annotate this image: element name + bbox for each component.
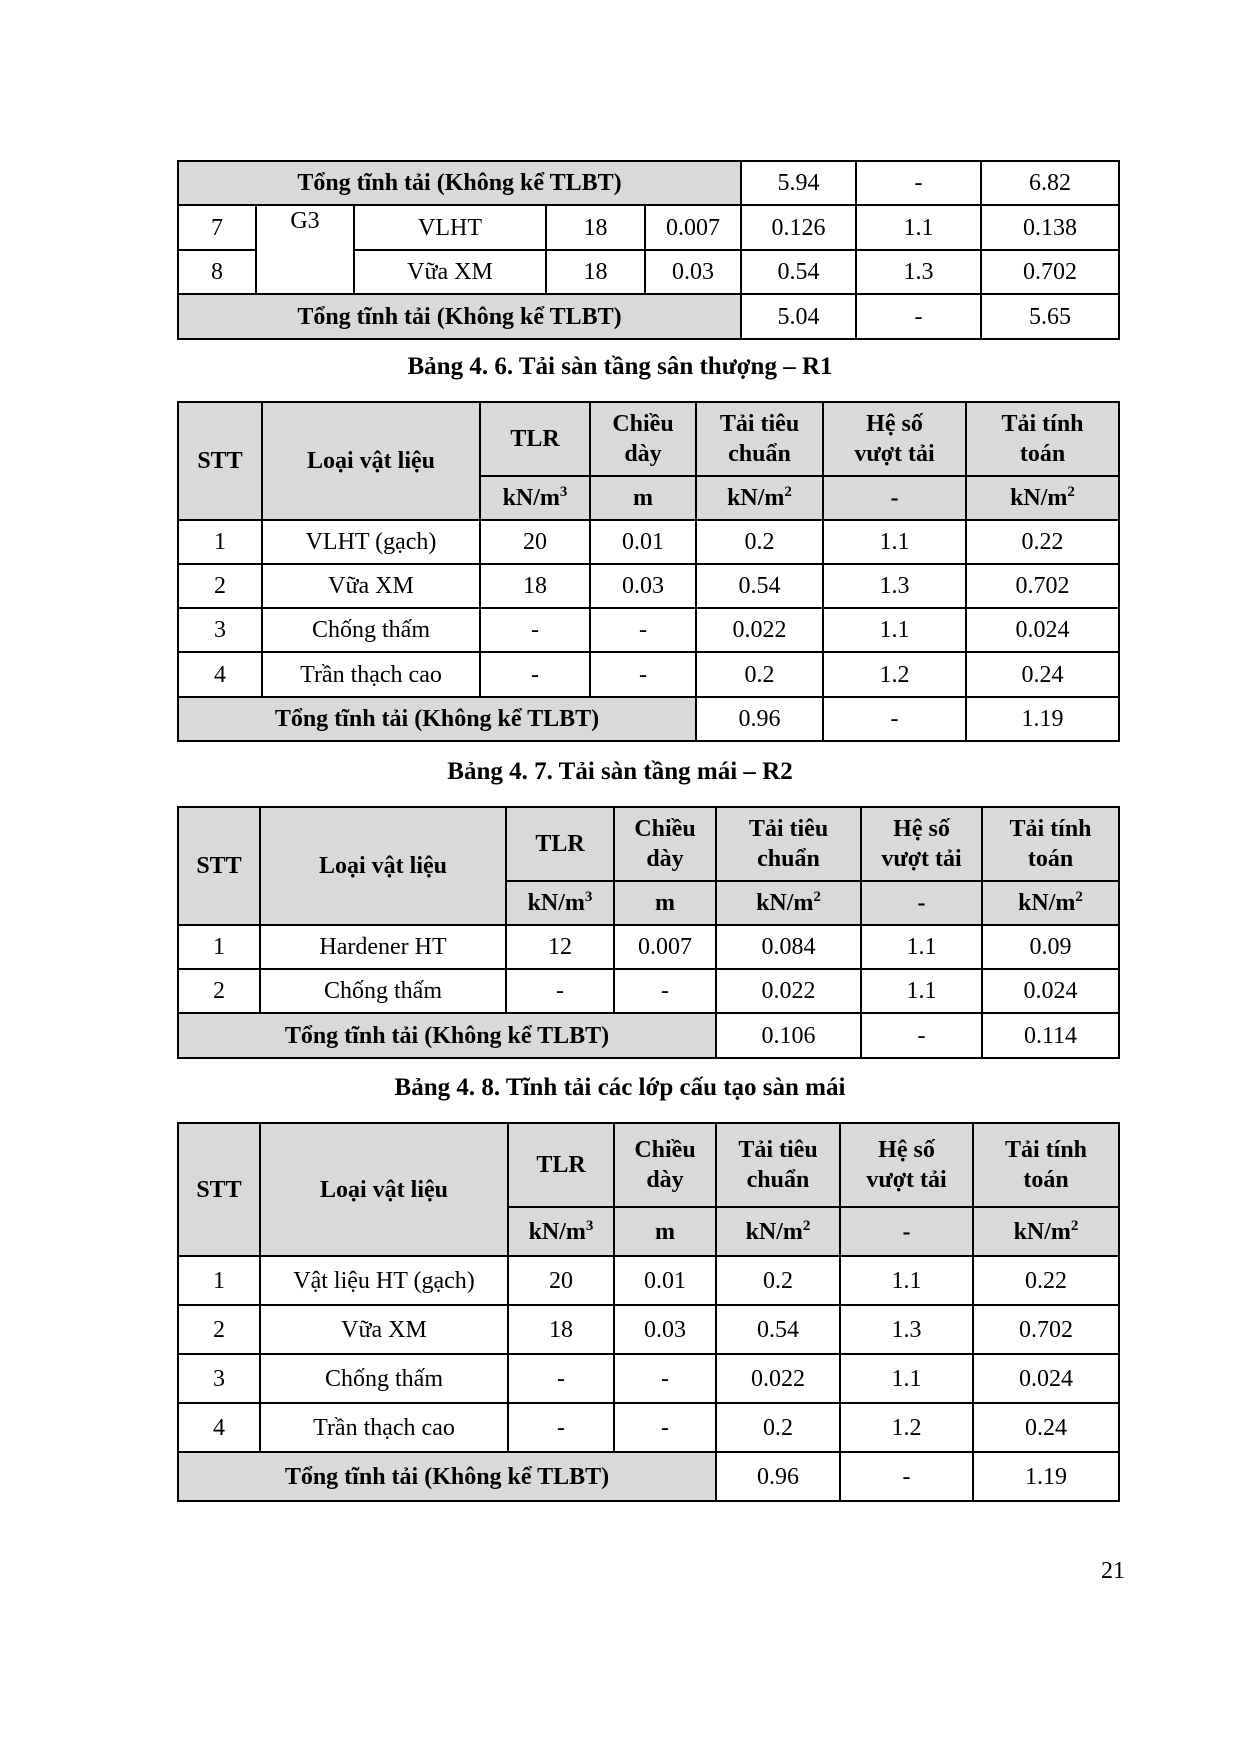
total-row	[178, 1013, 1119, 1058]
design-load-cell: 0.702	[966, 564, 1119, 608]
thickness-unit: m	[590, 476, 696, 520]
design-load-cell: 5.65	[981, 294, 1119, 339]
standard-load-header: Tải tiêu chuẩn	[716, 807, 861, 881]
header-row	[178, 1123, 1119, 1207]
material-cell: Chống thấm	[260, 969, 506, 1013]
unit-weight-cell: 18	[546, 205, 645, 250]
stt-cell: 2	[178, 969, 260, 1013]
standard-load-cell: 0.022	[696, 608, 823, 652]
table-caption: Bảng 4. 8. Tĩnh tải các lớp cấu tạo sàn mái	[394, 1074, 846, 1101]
standard-load-cell: 0.2	[716, 1256, 840, 1305]
thickness-cell: 0.03	[590, 564, 696, 608]
page-number: 21	[1101, 1558, 1125, 1584]
standard-load-cell: 0.084	[716, 925, 861, 969]
unit-weight-unit: $kN/m^3$	[508, 1207, 614, 1256]
table-row	[178, 564, 1119, 608]
design-load-cell: 0.114	[982, 1013, 1119, 1058]
design-load-cell: 0.24	[966, 652, 1119, 697]
load-factor-unit: -	[840, 1207, 973, 1256]
thickness-header: Chiều dày	[614, 1123, 716, 1207]
table-row	[178, 608, 1119, 652]
unit-weight-cell: -	[508, 1354, 614, 1403]
design-load-cell: 0.138	[981, 205, 1119, 250]
table-row	[178, 652, 1119, 697]
design-load-cell: 0.024	[982, 969, 1119, 1013]
standard-load-cell: 0.96	[696, 697, 823, 741]
load-factor-cell: 1.1	[823, 520, 966, 564]
load-table-r1	[177, 401, 1120, 742]
stt-cell: 1	[178, 925, 260, 969]
standard-load-unit: $kN/m^2$	[696, 476, 823, 520]
table-row	[178, 520, 1119, 564]
standard-load-unit: $kN/m^2$	[716, 881, 861, 925]
material-cell: Trần thạch cao	[260, 1403, 508, 1452]
material-cell: Vữa XM	[262, 564, 480, 608]
unit-weight-unit: $kN/m^3$	[480, 476, 590, 520]
load-factor-cell: -	[856, 161, 981, 205]
table-row	[178, 925, 1119, 969]
standard-load-cell: 0.54	[716, 1305, 840, 1354]
material-cell: Trần thạch cao	[262, 652, 480, 697]
total-row	[178, 697, 1119, 741]
stt-cell: 7	[178, 205, 256, 250]
standard-load-cell: 0.2	[696, 652, 823, 697]
load-factor-cell: 1.3	[823, 564, 966, 608]
standard-load-cell: 0.022	[716, 1354, 840, 1403]
thickness-cell: -	[614, 1403, 716, 1452]
unit-weight-cell: 12	[506, 925, 614, 969]
thickness-cell: 0.007	[645, 205, 741, 250]
load-factor-cell: 1.1	[823, 608, 966, 652]
design-load-cell: 6.82	[981, 161, 1119, 205]
table-caption: Bảng 4. 6. Tải sàn tầng sân thượng – R1	[407, 353, 833, 380]
design-load-cell: 0.702	[973, 1305, 1119, 1354]
thickness-cell: -	[614, 1354, 716, 1403]
unit-weight-cell: -	[480, 652, 590, 697]
total-label: Tổng tĩnh tải (Không kể TLBT)	[178, 161, 741, 205]
design-load-cell: 0.22	[966, 520, 1119, 564]
thickness-cell: -	[614, 969, 716, 1013]
total-row	[178, 161, 1119, 205]
unit-weight-cell: 20	[508, 1256, 614, 1305]
stt-cell: 2	[178, 564, 262, 608]
table-caption: Bảng 4. 7. Tải sàn tầng mái – R2	[447, 758, 793, 785]
design-load-unit: $kN/m^2$	[966, 476, 1119, 520]
thickness-cell: 0.03	[645, 250, 741, 294]
total-label: Tổng tĩnh tải (Không kể TLBT)	[178, 1452, 716, 1501]
load-factor-cell: 1.1	[840, 1354, 973, 1403]
unit-weight-cell: 20	[480, 520, 590, 564]
standard-load-cell: 0.96	[716, 1452, 840, 1501]
thickness-cell: 0.03	[614, 1305, 716, 1354]
stt-header: STT	[178, 1123, 260, 1256]
total-label: Tổng tĩnh tải (Không kể TLBT)	[178, 1013, 716, 1058]
stt-cell: 8	[178, 250, 256, 294]
design-load-header: Tải tính toán	[982, 807, 1119, 881]
stt-cell: 3	[178, 608, 262, 652]
load-factor-cell: 1.2	[823, 652, 966, 697]
material-cell: VLHT (gạch)	[262, 520, 480, 564]
standard-load-header: Tải tiêu chuẩn	[696, 402, 823, 476]
design-load-cell: 0.24	[973, 1403, 1119, 1452]
stt-cell: 4	[178, 652, 262, 697]
load-factor-cell: -	[840, 1452, 973, 1501]
design-load-unit: $kN/m^2$	[982, 881, 1119, 925]
thickness-cell: 0.007	[614, 925, 716, 969]
unit-weight-cell: -	[508, 1403, 614, 1452]
load-table-r2	[177, 806, 1120, 1059]
standard-load-cell: 0.106	[716, 1013, 861, 1058]
load-factor-header: Hệ số vượt tải	[840, 1123, 973, 1207]
load-factor-cell: -	[856, 294, 981, 339]
stt-header: STT	[178, 402, 262, 520]
stt-header: STT	[178, 807, 260, 925]
table-row	[178, 1305, 1119, 1354]
material-cell: Chống thấm	[260, 1354, 508, 1403]
unit-weight-cell: 18	[546, 250, 645, 294]
thickness-header: Chiều dày	[590, 402, 696, 476]
table-row	[178, 969, 1119, 1013]
load-factor-cell: 1.1	[840, 1256, 973, 1305]
load-factor-cell: 1.1	[856, 205, 981, 250]
standard-load-cell: 5.94	[741, 161, 856, 205]
stt-cell: 3	[178, 1354, 260, 1403]
total-row	[178, 294, 1119, 339]
total-row	[178, 1452, 1119, 1501]
material-header: Loại vật liệu	[260, 1123, 508, 1256]
total-label: Tổng tĩnh tải (Không kể TLBT)	[178, 697, 696, 741]
material-header: Loại vật liệu	[260, 807, 506, 925]
standard-load-cell: 0.54	[741, 250, 856, 294]
material-header: Loại vật liệu	[262, 402, 480, 520]
load-factor-header: Hệ số vượt tải	[861, 807, 982, 881]
load-factor-cell: 1.3	[840, 1305, 973, 1354]
standard-load-cell: 0.2	[716, 1403, 840, 1452]
design-load-cell: 0.702	[981, 250, 1119, 294]
load-factor-cell: -	[861, 1013, 982, 1058]
material-cell: Chống thấm	[262, 608, 480, 652]
table-row	[178, 1354, 1119, 1403]
standard-load-cell: 0.022	[716, 969, 861, 1013]
thickness-cell: -	[590, 608, 696, 652]
table-row	[178, 1256, 1119, 1305]
design-load-cell: 1.19	[966, 697, 1119, 741]
thickness-header: Chiều dày	[614, 807, 716, 881]
thickness-cell: -	[590, 652, 696, 697]
stt-cell: 1	[178, 1256, 260, 1305]
design-load-cell: 1.19	[973, 1452, 1119, 1501]
stt-cell: 4	[178, 1403, 260, 1452]
standard-load-unit: $kN/m^2$	[716, 1207, 840, 1256]
unit-weight-cell: 18	[508, 1305, 614, 1354]
design-load-cell: 0.024	[973, 1354, 1119, 1403]
table-row	[178, 1403, 1119, 1452]
material-cell: Vật liệu HT (gạch)	[260, 1256, 508, 1305]
load-factor-unit: -	[823, 476, 966, 520]
load-factor-cell: 1.2	[840, 1403, 973, 1452]
total-label: Tổng tĩnh tải (Không kể TLBT)	[178, 294, 741, 339]
load-factor-cell: -	[823, 697, 966, 741]
roof-layers-table	[177, 1122, 1120, 1502]
design-load-header: Tải tính toán	[973, 1123, 1119, 1207]
load-factor-unit: -	[861, 881, 982, 925]
unit-weight-header: TLR	[480, 402, 590, 476]
design-load-cell: 0.22	[973, 1256, 1119, 1305]
header-row	[178, 402, 1119, 476]
unit-weight-cell: 18	[480, 564, 590, 608]
thickness-cell: 0.01	[614, 1256, 716, 1305]
load-factor-cell: 1.3	[856, 250, 981, 294]
standard-load-cell: 0.126	[741, 205, 856, 250]
load-factor-cell: 1.1	[861, 969, 982, 1013]
thickness-cell: 0.01	[590, 520, 696, 564]
unit-weight-unit: $kN/m^3$	[506, 881, 614, 925]
unit-weight-header: TLR	[508, 1123, 614, 1207]
thickness-unit: m	[614, 1207, 716, 1256]
unit-weight-cell: -	[480, 608, 590, 652]
group-cell: G3	[256, 205, 354, 294]
design-load-header: Tải tính toán	[966, 402, 1119, 476]
table-row	[178, 205, 1119, 250]
standard-load-cell: 0.54	[696, 564, 823, 608]
design-load-unit: $kN/m^2$	[973, 1207, 1119, 1256]
load-table-continued	[177, 160, 1120, 340]
design-load-cell: 0.09	[982, 925, 1119, 969]
stt-cell: 2	[178, 1305, 260, 1354]
header-row	[178, 807, 1119, 881]
unit-weight-header: TLR	[506, 807, 614, 881]
standard-load-cell: 0.2	[696, 520, 823, 564]
thickness-unit: m	[614, 881, 716, 925]
load-factor-cell: 1.1	[861, 925, 982, 969]
standard-load-header: Tải tiêu chuẩn	[716, 1123, 840, 1207]
material-cell: Vữa XM	[354, 250, 546, 294]
material-cell: VLHT	[354, 205, 546, 250]
standard-load-cell: 5.04	[741, 294, 856, 339]
stt-cell: 1	[178, 520, 262, 564]
load-factor-header: Hệ số vượt tải	[823, 402, 966, 476]
design-load-cell: 0.024	[966, 608, 1119, 652]
unit-weight-cell: -	[506, 969, 614, 1013]
material-cell: Hardener HT	[260, 925, 506, 969]
material-cell: Vữa XM	[260, 1305, 508, 1354]
